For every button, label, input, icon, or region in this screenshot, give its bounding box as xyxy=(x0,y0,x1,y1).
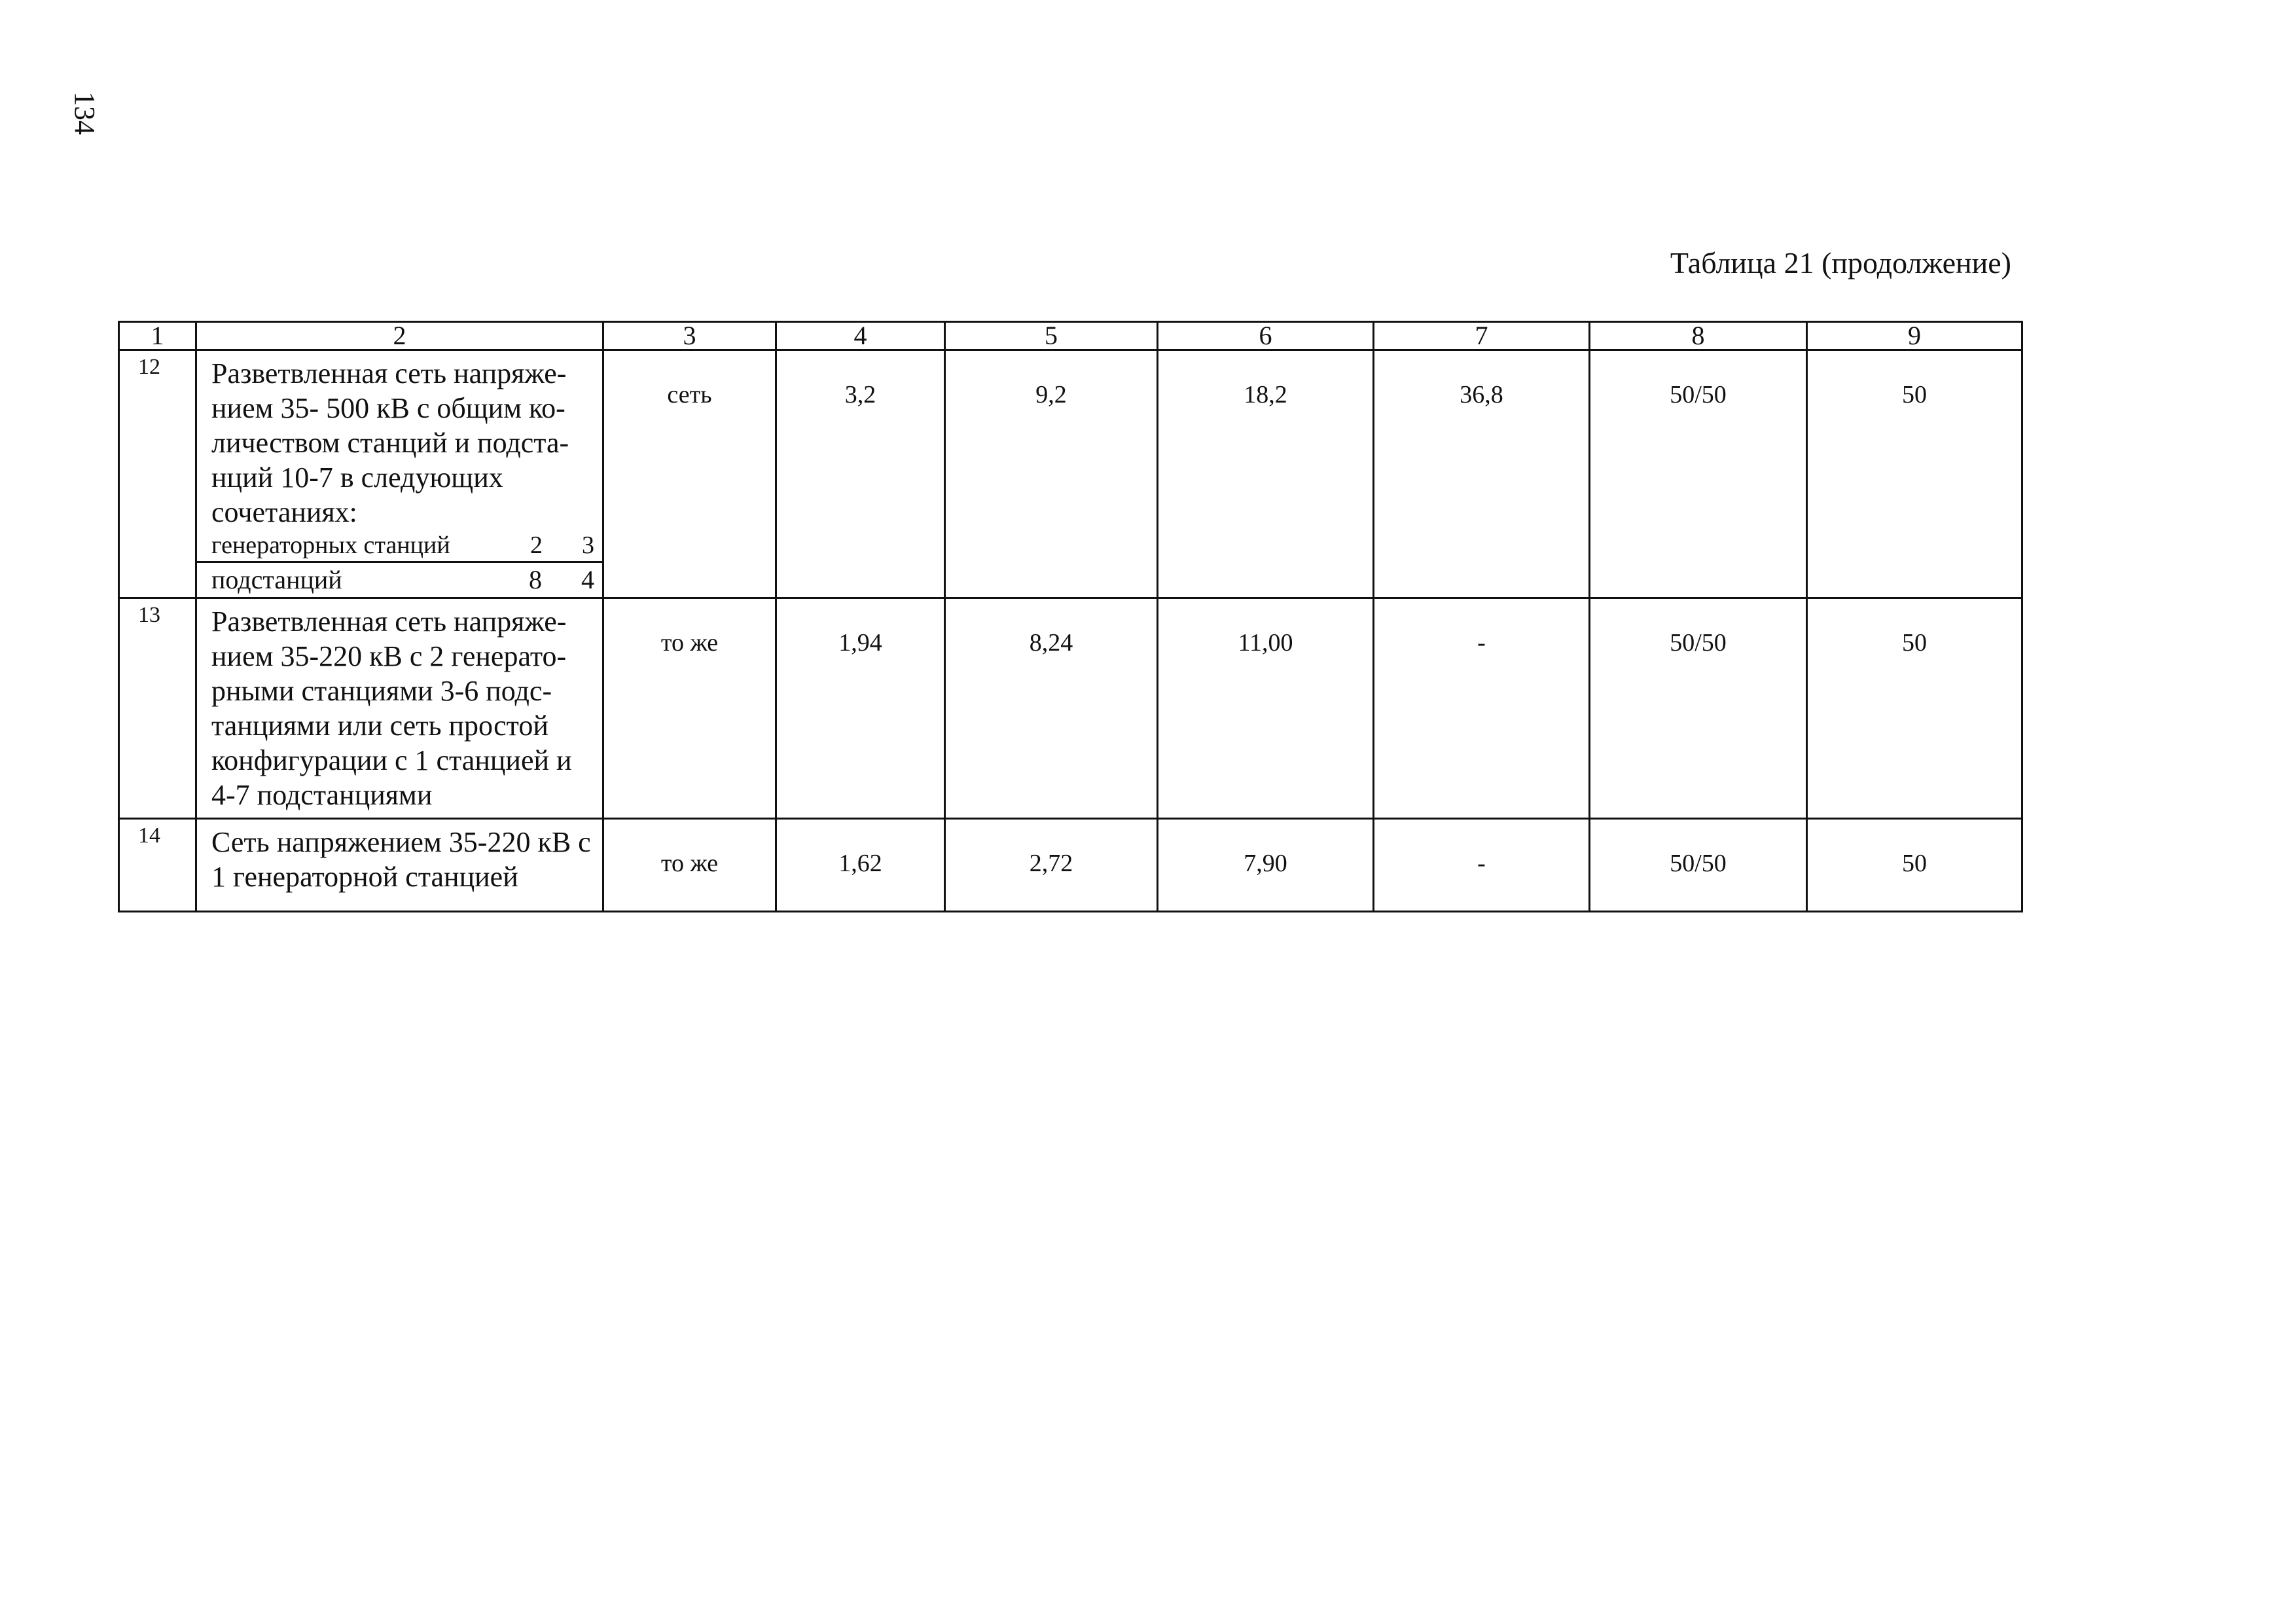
sub-label: подстанций xyxy=(211,565,342,594)
cell: 8,24 xyxy=(945,598,1158,819)
sub-row-substation xyxy=(197,561,602,597)
row-description: Разветвленная сеть напряже-нием 35-220 кВ с 2 генерато-рными станциями 3-6 подс-танциями или сеть простой конфигурации с 1 станцией и 4-7 подстанциями xyxy=(196,598,603,819)
cell: 11,00 xyxy=(1158,598,1374,819)
header-row xyxy=(119,322,2022,350)
row-description xyxy=(196,350,603,598)
row-description: Сеть напряжением 35-220 кВ с 1 генераторной станцией xyxy=(196,819,603,912)
cell: 9,2 xyxy=(945,350,1158,598)
cell: то же xyxy=(603,819,776,912)
table-container xyxy=(118,321,2023,912)
col-header: 8 xyxy=(1590,322,1807,350)
col-header: 3 xyxy=(603,322,776,350)
cell: 1,62 xyxy=(776,819,945,912)
cell: 50 xyxy=(1807,598,2022,819)
sub-value: 4 xyxy=(581,565,594,594)
cell: 18,2 xyxy=(1158,350,1374,598)
col-header: 4 xyxy=(776,322,945,350)
col-header: 6 xyxy=(1158,322,1374,350)
sub-value: 3 xyxy=(582,532,594,559)
cell: то же xyxy=(603,598,776,819)
sub-value: 8 xyxy=(529,565,542,594)
cell: 1,94 xyxy=(776,598,945,819)
row-number: 12 xyxy=(119,350,196,598)
data-table xyxy=(118,321,2023,912)
col-header: 7 xyxy=(1374,322,1590,350)
row-number: 14 xyxy=(119,819,196,912)
sub-label: генераторных станций xyxy=(211,532,450,559)
col-header: 9 xyxy=(1807,322,2022,350)
table-row xyxy=(119,350,2022,598)
table-row xyxy=(119,819,2022,912)
col-header: 1 xyxy=(119,322,196,350)
cell: 50 xyxy=(1807,350,2022,598)
description-text: Разветвленная сеть напряже-нием 35- 500 кВ с общим ко-личеством станций и подста-нций 10-7 в следующих сочетаниях: xyxy=(211,357,569,528)
cell: 50 xyxy=(1807,819,2022,912)
sub-value: 2 xyxy=(530,532,543,559)
cell: сеть xyxy=(603,350,776,598)
cell: 36,8 xyxy=(1374,350,1590,598)
page-number: 134 xyxy=(69,92,101,135)
col-header: 5 xyxy=(945,322,1158,350)
cell: 50/50 xyxy=(1590,598,1807,819)
cell: - xyxy=(1374,819,1590,912)
sub-row-generator xyxy=(197,530,602,561)
cell: 50/50 xyxy=(1590,350,1807,598)
table-row xyxy=(119,598,2022,819)
col-header: 2 xyxy=(196,322,603,350)
cell: 2,72 xyxy=(945,819,1158,912)
row-number: 13 xyxy=(119,598,196,819)
cell: - xyxy=(1374,598,1590,819)
cell: 3,2 xyxy=(776,350,945,598)
cell: 50/50 xyxy=(1590,819,1807,912)
table-caption: Таблица 21 (продолжение) xyxy=(1670,246,2011,280)
cell: 7,90 xyxy=(1158,819,1374,912)
